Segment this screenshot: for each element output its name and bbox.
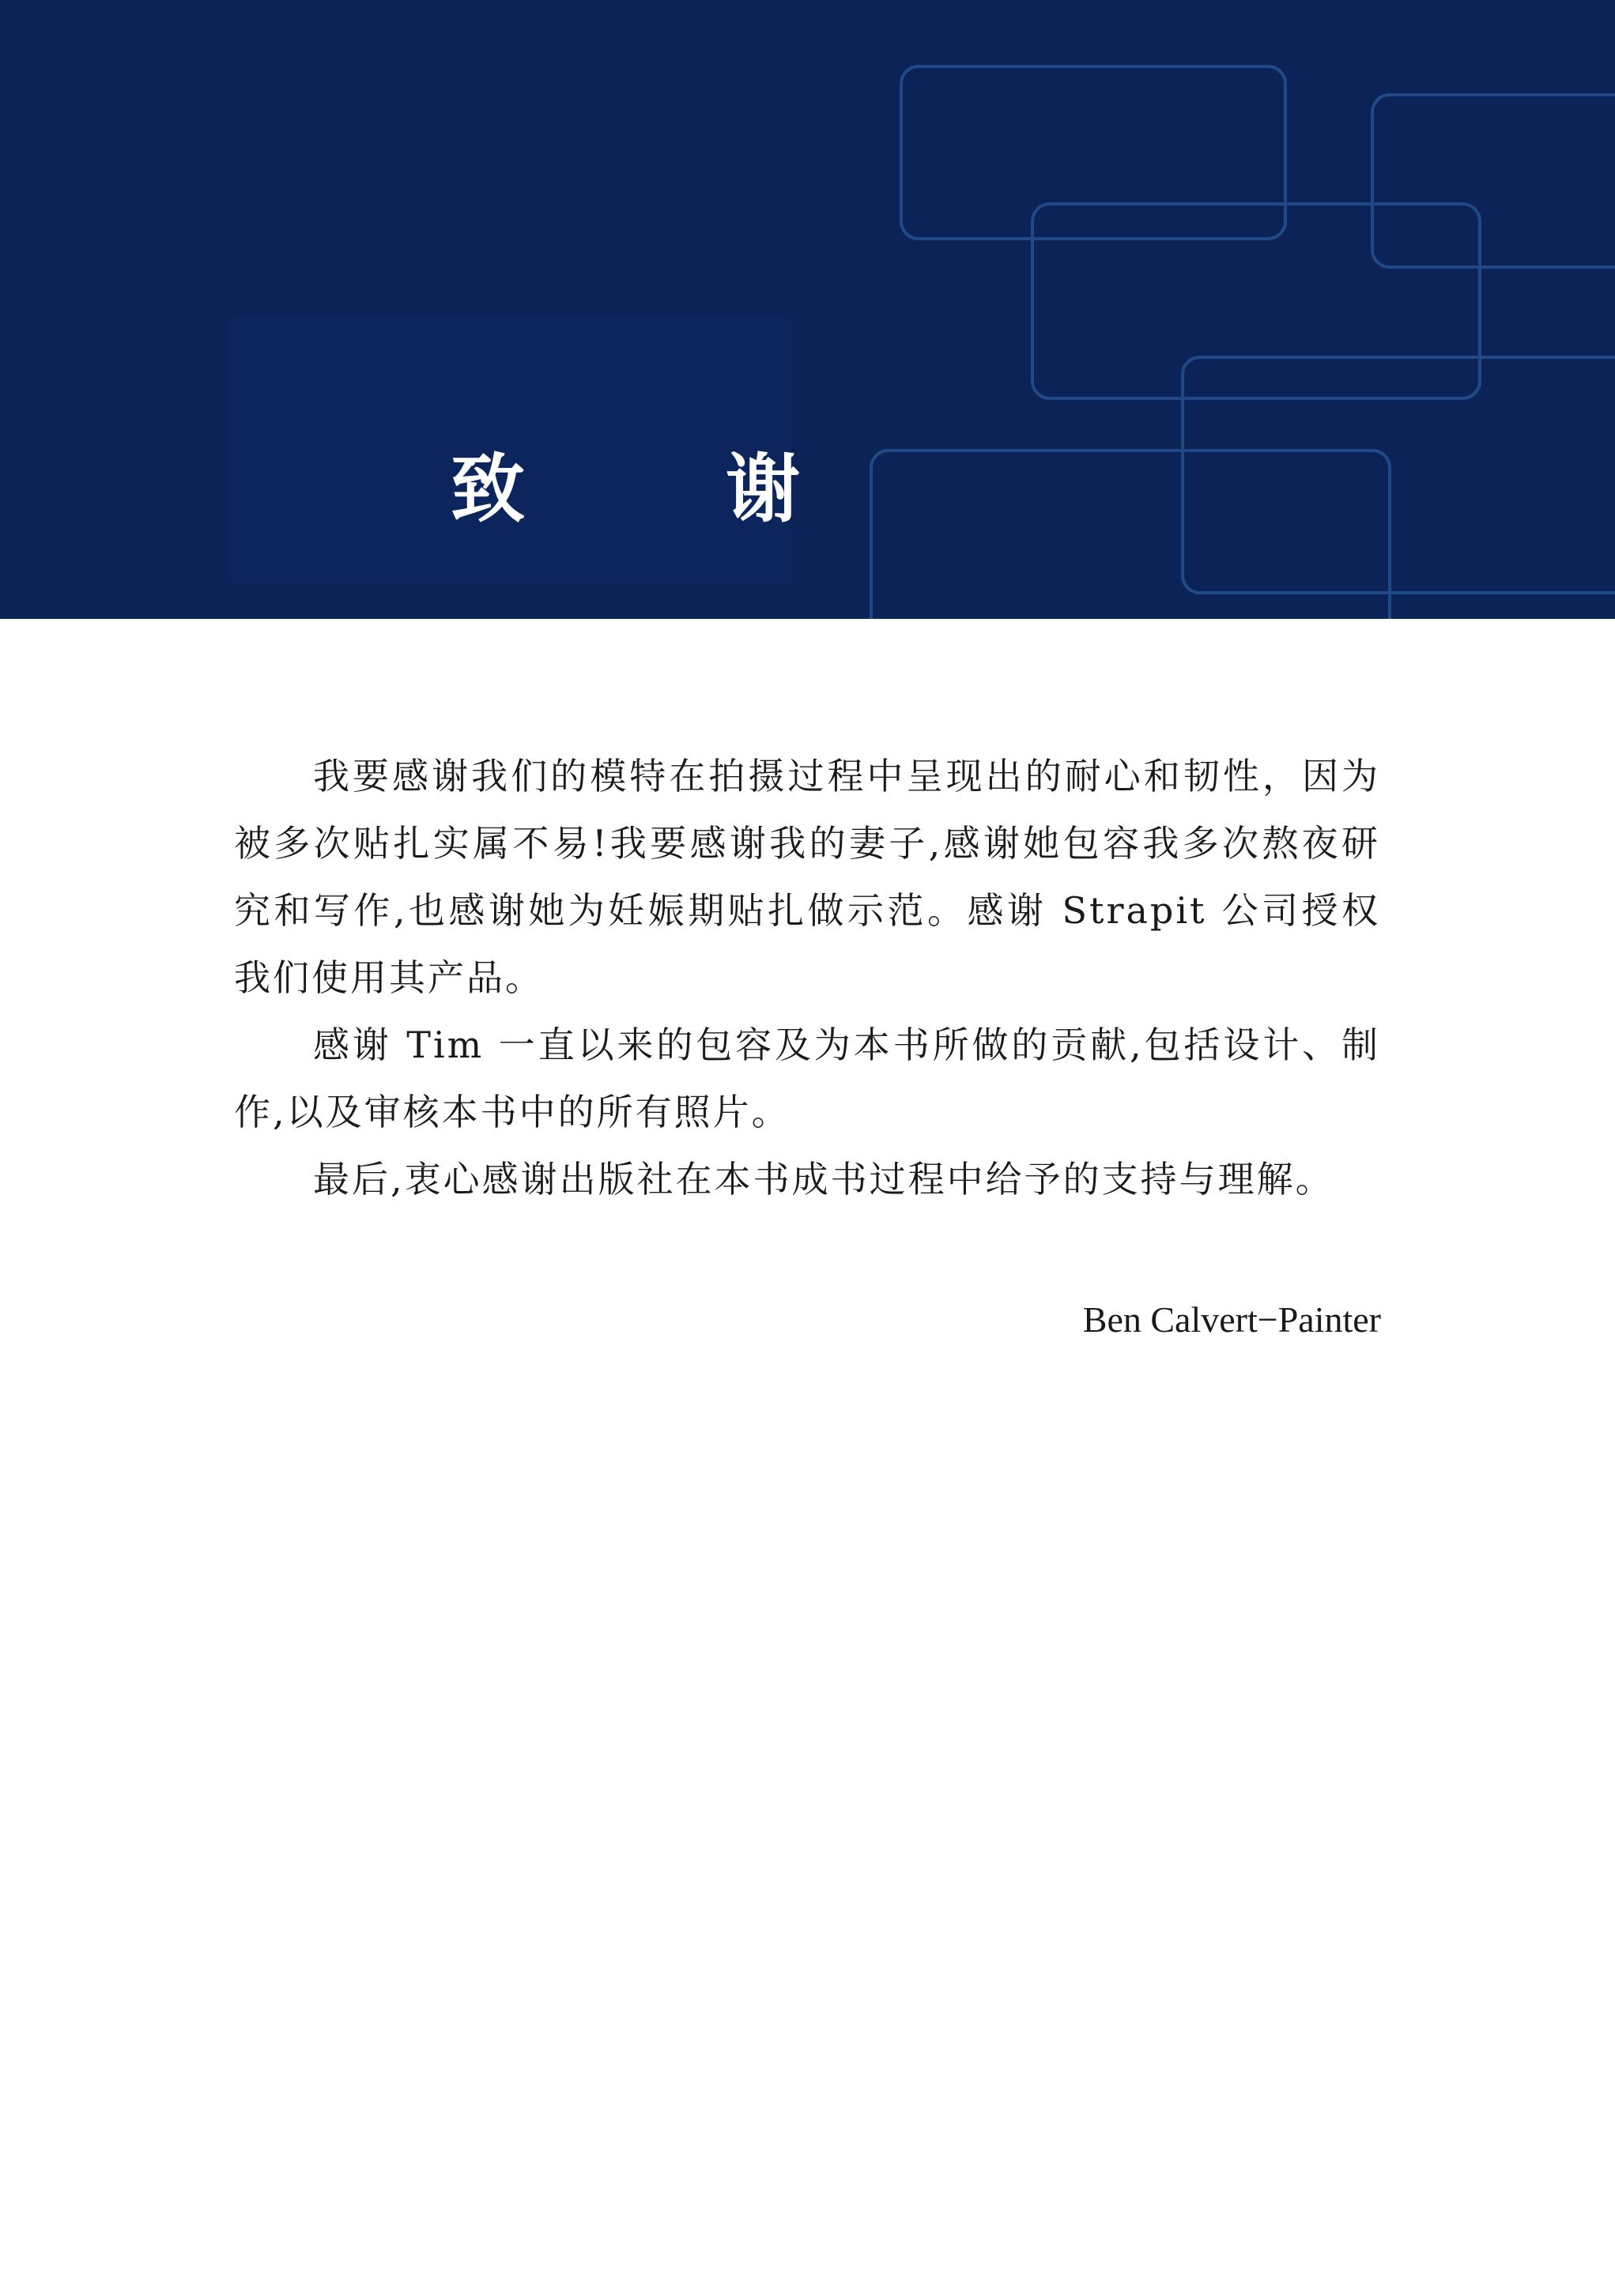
paragraph: 我要感谢我们的模特在拍摄过程中呈现出的耐心和韧性，因为被多次贴扎实属不易!我要感谢我的妻子,感谢她包容我多次熬夜研究和写作,也感谢她为妊娠期贴扎做示范。感谢 Strapit 公司授权我们使用其产品。: [234, 755, 1381, 999]
decor-rect-3: [1032, 204, 1480, 398]
page-title: 致 谢: [451, 447, 864, 533]
author-signature: Ben Calvert−Painter: [1082, 1299, 1381, 1340]
decor-rect-4: [1183, 357, 1615, 593]
paragraph: 最后,衷心感谢出版社在本书成书过程中给予的支持与理解。: [313, 1158, 1334, 1201]
acknowledgement-text: [234, 743, 1380, 1213]
header-band: [0, 0, 1615, 619]
decor-rect-1: [901, 66, 1285, 239]
decor-rect-2: [1372, 95, 1615, 267]
paragraph: 感谢 Tim 一直以来的包容及为本书所做的贡献,包括设计、制作,以及审核本书中的所有照片。: [234, 1024, 1380, 1133]
